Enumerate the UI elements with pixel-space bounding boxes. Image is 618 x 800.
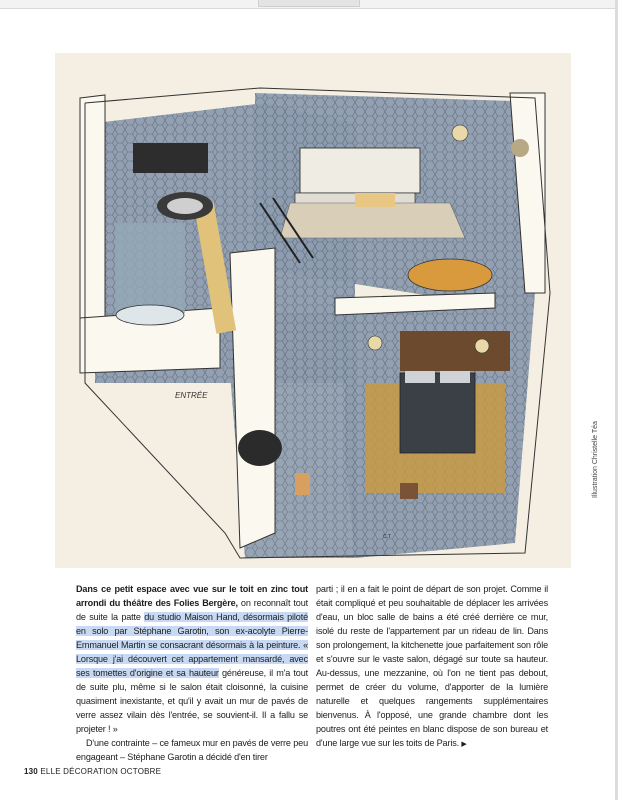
article-paragraph-3 [316,582,548,752]
viewer-tab[interactable] [258,0,360,7]
article-column-left [76,582,308,764]
article-lead: Dans ce petit espace avec vue sur le toit en zinc tout arrondi du théâtre des Folies Bergère, [76,584,308,608]
article-text: on reconnaît tout de suite la patte [76,598,308,622]
page-number: 130 [24,767,38,776]
article-column-right [316,582,548,752]
apartment-plan-drawing [55,53,571,568]
magazine-name: ELLE DÉCORATION [40,767,118,776]
artist-signature: C.T [383,534,392,540]
issue-month: OCTOBRE [120,767,162,776]
viewer-top-bar [0,0,618,9]
page-footer [24,767,161,776]
article-paragraph-1 [76,582,308,736]
illustration-credit: Illustration Christelle Téa [592,421,599,498]
apartment-illustration [55,53,571,568]
entrance-label: ENTRÉE [175,391,208,400]
article-text: généreuse, il m'a tout de suite plu, même si le salon était cloisonné, la cuisine quasiment inexistante, et qu'il y avait un mur de pavés de verre assez vilain dès l'entrée, se souvient-il. Il a fallu se projeter ! » [76,668,308,734]
article-paragraph-2: D'une contrainte – ce fameux mur en pavés de verre peu engageant – Stéphane Garotin a décidé d'en tirer [76,738,308,762]
highlighted-text[interactable]: du studio Maison Hand, désormais piloté en solo par Stéphane Garotin, son ex-acolyte Pierre-Emmanuel Martin se consacrant désormais à la peinture. « Lorsque j'ai découvert cet appartement mansardé, avec ses tomettes d'origine et sa hauteur [76,612,308,678]
article-text: parti ; il en a fait le point de départ de son projet. Comme il était compliqué et peu souhaitable de déplacer les arrivées d'eau, un bloc salle de bains a été créé derrière ce mur, isolé du reste de l'appartement par un rideau de lin. Dans son prolongement, la kitchenette joue parfaitement son rôle et s'ouvre sur le vaste salon, dégagé sur toute sa hauteur. Au-dessus, une mezzanine, où l'on ne tient pas debout, permet de créer du volume, d'apporter de la lumière naturelle et quelques rangements supplémentaires bienvenus. À l'opposé, une grande chambre dont les poutres ont été peintes en blanc dispose de son bureau et d'une large vue sur les toits de Paris. [316,584,548,748]
end-of-article-icon: ▶ [461,741,467,748]
